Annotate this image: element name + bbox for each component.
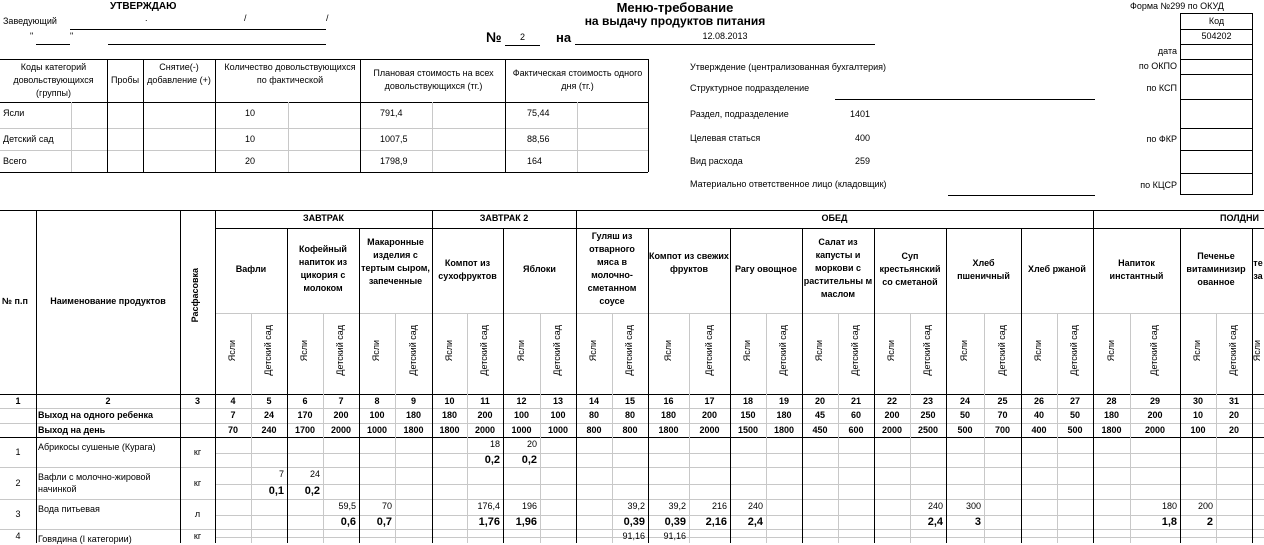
grid-line — [0, 150, 648, 151]
dish-name: Гуляш из отварного мяса в молочно-сметанном соусе — [587, 231, 637, 306]
row-child-value: 20 — [1228, 410, 1239, 420]
row-day-value: 1700 — [294, 425, 316, 435]
target-label: Целевая статься — [690, 133, 761, 143]
column-number: 1 — [15, 396, 21, 406]
col-np: № п.п — [2, 296, 28, 306]
product-name: Абрикосы сушеные (Курага) — [38, 442, 156, 452]
summary-row-name: Детский сад — [3, 134, 54, 144]
grid-line — [215, 453, 1264, 454]
grid-line — [215, 537, 1264, 538]
product-qty: 0,7 — [376, 516, 392, 528]
kcsr-label: по КЦСР — [1140, 180, 1177, 190]
column-number: 29 — [1149, 396, 1160, 406]
sub-header: Ясли — [588, 340, 598, 362]
product-unit: кг — [193, 531, 202, 541]
dish-name: Салат из капусты и моркови с растительны м маслом — [803, 237, 873, 299]
product-norm: 59,5 — [338, 501, 356, 511]
grid-line — [0, 172, 648, 173]
row-child-value: 40 — [1033, 410, 1044, 420]
summary-row-fact: 88,56 — [527, 134, 550, 144]
codes-line — [1180, 74, 1253, 75]
product-qty: 0,2 — [521, 454, 537, 466]
row-child-value: 80 — [624, 410, 635, 420]
target-value: 400 — [854, 133, 870, 143]
sub-header: Детский сад — [1149, 325, 1159, 376]
ksp-label: по КСП — [1146, 83, 1177, 93]
product-qty: 1,96 — [515, 516, 537, 528]
sub-header: Ясли — [371, 340, 381, 362]
row-child-value: 180 — [1103, 410, 1120, 420]
col-name: Наименование продуктов — [50, 296, 166, 306]
sub-header: Ясли — [663, 340, 673, 362]
product-norm: 24 — [309, 469, 320, 479]
product-name: Говядина (I категории) — [38, 534, 132, 544]
grid-line — [0, 102, 648, 103]
row-child-value: 180 — [405, 410, 422, 420]
row-day-value: 2500 — [917, 425, 939, 435]
dish-name: Яблоки — [523, 264, 556, 274]
row-child-value: 100 — [513, 410, 530, 420]
head-label: Заведующий — [3, 16, 57, 26]
product-norm: 39,2 — [668, 501, 686, 511]
row-day-value: 2000 — [699, 425, 720, 435]
date-line-1 — [36, 44, 70, 45]
row-day-value: 1800 — [403, 425, 424, 435]
exp-label: Вид расхода — [690, 156, 743, 166]
column-number: 25 — [997, 396, 1008, 406]
product-qty: 2,4 — [747, 516, 763, 528]
mol-line — [948, 195, 1095, 196]
column-number: 26 — [1033, 396, 1044, 406]
codes-line — [1180, 150, 1253, 151]
column-number: 21 — [850, 396, 861, 406]
grid-line — [215, 484, 1264, 485]
product-name: Вафли с молочно-жировой начинкой — [38, 472, 151, 494]
summary-row-fact: 75,44 — [527, 108, 550, 118]
approval-slash-2: / — [326, 13, 329, 23]
data-label: дата — [1157, 46, 1177, 56]
product-qty: 1,76 — [478, 516, 500, 528]
product-qty: 0,39 — [623, 516, 645, 528]
row-day-value: 1800 — [658, 425, 679, 435]
row-day-value: 2000 — [1144, 425, 1166, 435]
product-qty: 0,1 — [268, 485, 284, 497]
row-child-value: 200 — [477, 410, 493, 420]
column-number: 10 — [444, 396, 455, 406]
column-number: 5 — [266, 396, 272, 406]
product-number: 1 — [15, 447, 21, 457]
row-child-value: 60 — [850, 410, 861, 420]
doc-date: 12.08.2013 — [702, 31, 748, 41]
column-number: 23 — [922, 396, 933, 406]
doc-subtitle: на выдачу продуктов питания — [584, 14, 766, 28]
sub-header: Детский сад — [850, 325, 860, 376]
row-day-value: 2000 — [474, 425, 496, 435]
product-norm: 91,16 — [663, 531, 686, 541]
number-underline — [505, 45, 540, 46]
row-day-value: 600 — [848, 425, 864, 435]
summary-row-name: Всего — [3, 156, 27, 166]
row-child-value: 200 — [1147, 410, 1163, 420]
column-number: 30 — [1192, 396, 1203, 406]
grid-line — [648, 59, 649, 172]
row-day-value: 500 — [1067, 425, 1083, 435]
row-day-value: 100 — [1190, 425, 1206, 435]
sub-header: Ясли — [516, 340, 526, 362]
row-child-value: 50 — [1069, 410, 1080, 420]
product-norm: 70 — [381, 501, 392, 511]
grid-line — [0, 210, 1264, 211]
row-child-value: 180 — [660, 410, 677, 420]
row-day-value: 20 — [1228, 425, 1239, 435]
codes-line — [1180, 99, 1253, 100]
row-child-value: 100 — [550, 410, 566, 420]
sub-header: Детский сад — [335, 325, 345, 376]
row-day-value: 1000 — [366, 425, 388, 435]
column-number: 27 — [1069, 396, 1080, 406]
row-day-value: 800 — [586, 425, 602, 435]
grid-line — [36, 210, 37, 543]
dish-name: Компот из сухофруктов — [438, 258, 497, 281]
sub-header: Детский сад — [704, 325, 714, 376]
row-day-value: 500 — [957, 425, 973, 435]
column-number: 11 — [480, 396, 490, 406]
row-child-value: 100 — [369, 410, 385, 420]
codes-line — [1180, 29, 1253, 30]
product-norm: 200 — [1197, 501, 1213, 511]
product-qty: 0,2 — [484, 454, 500, 466]
product-norm: 7 — [278, 469, 284, 479]
meal-breakfast-2: ЗАВТРАК 2 — [479, 213, 529, 223]
column-number: 20 — [814, 396, 825, 406]
product-number: 3 — [15, 509, 21, 519]
head-line — [70, 29, 326, 30]
sub-header: Детский сад — [263, 325, 273, 376]
okud-code: 504202 — [1201, 31, 1232, 41]
row-child-value: 200 — [884, 410, 900, 420]
row-child-value: 250 — [920, 410, 936, 420]
meal-lunch: ОБЕД — [821, 213, 848, 223]
grid-line — [0, 408, 1264, 409]
grid-line — [215, 313, 1264, 314]
row-day-value: 2000 — [881, 425, 903, 435]
product-norm: 180 — [1161, 501, 1177, 511]
row-day-value: 700 — [994, 425, 1011, 435]
summary-header: Плановая стоимость на всех довольствующихся (тг.) — [373, 68, 494, 91]
dish-name: Рагу овощное — [734, 264, 798, 274]
codes-line — [1180, 128, 1253, 129]
section-label: Раздел, подразделение — [690, 109, 789, 119]
sub-header: Детский сад — [922, 325, 932, 376]
product-norm: 20 — [526, 439, 537, 449]
column-number: 4 — [230, 396, 236, 406]
form-label: Форма №299 по ОКУД — [1130, 1, 1224, 11]
dish-name: Хлеб пшеничный — [957, 258, 1010, 281]
row-day-value: 240 — [261, 425, 277, 435]
section-value: 1401 — [849, 109, 870, 119]
product-qty: 0,2 — [304, 485, 320, 497]
sub-header: Ясли — [742, 340, 752, 362]
dish-name: Суп крестьянский со сметаной — [879, 251, 941, 287]
row-child-value: 24 — [263, 410, 274, 420]
summary-row-plan: 791,4 — [380, 108, 403, 118]
doc-title: Меню-требование — [616, 0, 734, 15]
row-child-value: 50 — [959, 410, 970, 420]
grid-line — [0, 423, 1264, 424]
summary-row-count: 10 — [245, 134, 256, 144]
dish-name: Печенье витаминизир ованное — [1186, 251, 1246, 287]
product-norm: 91,16 — [622, 531, 645, 541]
column-number: 28 — [1106, 396, 1117, 406]
grid-line — [180, 210, 181, 543]
product-norm: 300 — [965, 501, 981, 511]
product-qty: 0,6 — [340, 516, 356, 528]
number-label: № — [486, 29, 502, 45]
row-day-value: 1800 — [773, 425, 795, 435]
summary-row-count: 20 — [245, 156, 256, 166]
row-child-value: 80 — [588, 410, 599, 420]
column-number: 3 — [194, 396, 200, 406]
dish-name: Хлеб ржаной — [1028, 264, 1086, 274]
sub-header: Детский сад — [1069, 325, 1079, 376]
column-number: 19 — [778, 396, 789, 406]
grid-line — [0, 499, 1264, 500]
meal-breakfast: ЗАВТРАК — [303, 213, 344, 223]
column-number: 13 — [552, 396, 563, 406]
row-day-value: 1000 — [511, 425, 532, 435]
date-label: на — [556, 30, 572, 45]
grid-line — [0, 394, 1264, 395]
sub-header: Ясли — [959, 340, 969, 362]
summary-header: Коды категорий довольствующихся (группы) — [13, 62, 94, 98]
grid-line — [288, 102, 289, 172]
summary-row-name: Ясли — [3, 108, 25, 118]
row-child-value: 180 — [776, 410, 792, 420]
row-child-value: 170 — [297, 410, 313, 420]
product-qty: 3 — [974, 516, 981, 528]
doc-number: 2 — [519, 32, 525, 42]
product-unit: кг — [193, 478, 202, 488]
sub-header: Детский сад — [408, 325, 418, 376]
product-qty: 2,16 — [705, 516, 727, 528]
okpo-label: по ОКПО — [1138, 61, 1177, 71]
approval-slash-1: / — [244, 13, 247, 23]
sub-header: Ясли — [1192, 340, 1202, 362]
product-number: 4 — [15, 531, 21, 541]
product-qty: 1,8 — [1161, 516, 1177, 528]
column-number: 16 — [663, 396, 674, 406]
row-day-value: 1500 — [737, 425, 759, 435]
summary-row-plan: 1007,5 — [380, 134, 408, 144]
summary-row-fact: 164 — [527, 156, 543, 166]
dish-name: Вафли — [235, 264, 267, 274]
grid-line — [215, 228, 1264, 229]
row-day-value: 2000 — [330, 425, 352, 435]
product-qty: 2 — [1206, 516, 1213, 528]
grid-line — [215, 515, 1264, 516]
summary-header: Пробы — [110, 75, 140, 85]
dish-name: Напиток инстантный — [1109, 258, 1164, 281]
row-child-value: 200 — [333, 410, 349, 420]
sub-header: Ясли — [1033, 340, 1043, 362]
product-norm: 176,4 — [477, 501, 500, 511]
info-struct: Структурное подразделение — [690, 83, 810, 93]
row-day-value: 800 — [622, 425, 638, 435]
sub-header: Детский сад — [552, 325, 562, 376]
date-line-2 — [108, 44, 326, 45]
sub-header: Ясли — [814, 340, 824, 362]
grid-line — [0, 467, 1264, 468]
row-child-value: 7 — [230, 410, 236, 420]
summary-header: Снятие(-) добавление (+) — [147, 62, 211, 85]
column-number: 8 — [374, 396, 380, 406]
sub-header: Детский сад — [997, 325, 1007, 376]
date-underline — [575, 44, 875, 45]
column-number: 14 — [588, 396, 599, 406]
product-name: Вода питьевая — [38, 504, 100, 514]
row-child-label: Выход на одного ребенка — [38, 410, 154, 420]
dish-name: те за — [1253, 258, 1263, 281]
product-norm: 216 — [711, 501, 727, 511]
product-number: 2 — [15, 478, 21, 488]
product-norm: 18 — [489, 439, 500, 449]
row-child-value: 200 — [701, 410, 718, 420]
sub-header: Детский сад — [479, 325, 489, 376]
dish-name: Кофейный напиток из цикория с молоком — [298, 244, 348, 293]
row-child-value: 45 — [814, 410, 825, 420]
column-number: 17 — [704, 396, 715, 406]
sub-header: Ясли — [444, 340, 454, 362]
grid-line — [505, 59, 506, 172]
summary-row-count: 10 — [245, 108, 256, 118]
dish-name: Макаронные изделия с тертым сыром, запеченные — [361, 237, 430, 286]
codes-line — [1180, 173, 1253, 174]
product-norm: 39,2 — [627, 501, 645, 511]
summary-header: Фактическая стоимость одного дня (тг.) — [512, 68, 643, 91]
row-day-value: 1800 — [1101, 425, 1122, 435]
row-child-value: 150 — [740, 410, 756, 420]
struct-line — [835, 99, 1095, 100]
column-number: 12 — [516, 396, 527, 406]
sub-header: Детский сад — [624, 325, 634, 376]
info-approval: Утверждение (централизованная бухгалтерия) — [690, 62, 887, 72]
row-child-value: 180 — [441, 410, 458, 420]
grid-line — [0, 59, 648, 60]
column-number: 7 — [338, 396, 344, 406]
mol-label: Материально ответственное лицо (кладовщик) — [690, 179, 887, 189]
codes-line — [1180, 59, 1253, 60]
column-number: 9 — [410, 396, 416, 406]
grid-line — [0, 529, 1264, 530]
column-number: 31 — [1228, 396, 1239, 406]
product-unit: л — [194, 509, 201, 519]
summary-row-plan: 1798,9 — [380, 156, 408, 166]
row-child-value: 70 — [997, 410, 1008, 420]
column-number: 2 — [105, 396, 111, 406]
row-day-value: 1000 — [547, 425, 569, 435]
sub-header: Ясли — [227, 340, 237, 362]
dish-name: Компот из свежих фруктов — [649, 251, 729, 274]
approval-title: УТВЕРЖДАЮ — [110, 1, 177, 12]
grid-line — [215, 59, 216, 172]
product-unit: кг — [193, 447, 202, 457]
sub-header: Ясли — [1252, 340, 1262, 362]
row-day-value: 1800 — [439, 425, 460, 435]
product-norm: 196 — [521, 501, 537, 511]
approval-quote-1: " — [30, 31, 34, 41]
grid-line — [0, 128, 648, 129]
fkr-label: по ФКР — [1146, 134, 1177, 144]
sub-header: Ясли — [886, 340, 896, 362]
grid-line — [577, 102, 578, 172]
col-pack: Расфасовка — [190, 268, 200, 323]
grid-line — [432, 102, 433, 172]
meal-afternoon: ПОЛДНИ — [1220, 213, 1259, 223]
summary-header: Количество довольствующихся по фактической — [224, 62, 356, 85]
product-norm: 240 — [927, 501, 943, 511]
column-number: 24 — [959, 396, 970, 406]
grid-line — [71, 102, 72, 172]
sub-header: Ясли — [1106, 340, 1116, 362]
sub-header: Детский сад — [1228, 325, 1238, 376]
row-day-value: 400 — [1031, 425, 1047, 435]
product-qty: 2,4 — [927, 516, 943, 528]
exp-value: 259 — [854, 156, 870, 166]
codes-line — [1180, 44, 1253, 45]
column-number: 15 — [624, 396, 635, 406]
approval-dot: . — [145, 13, 148, 23]
sub-header: Ясли — [299, 340, 309, 362]
product-qty: 0,39 — [664, 516, 686, 528]
row-day-value: 70 — [227, 425, 238, 435]
approval-quote-2: " — [70, 31, 74, 41]
sub-header: Детский сад — [778, 325, 788, 376]
product-norm: 240 — [747, 501, 763, 511]
grid-line — [0, 437, 1264, 438]
row-day-label: Выход на день — [38, 425, 106, 435]
row-child-value: 10 — [1192, 410, 1203, 420]
kod-label: Код — [1208, 16, 1225, 26]
column-number: 22 — [886, 396, 897, 406]
column-number: 18 — [742, 396, 753, 406]
column-number: 6 — [302, 396, 308, 406]
row-day-value: 450 — [812, 425, 828, 435]
grid-line — [360, 59, 361, 172]
